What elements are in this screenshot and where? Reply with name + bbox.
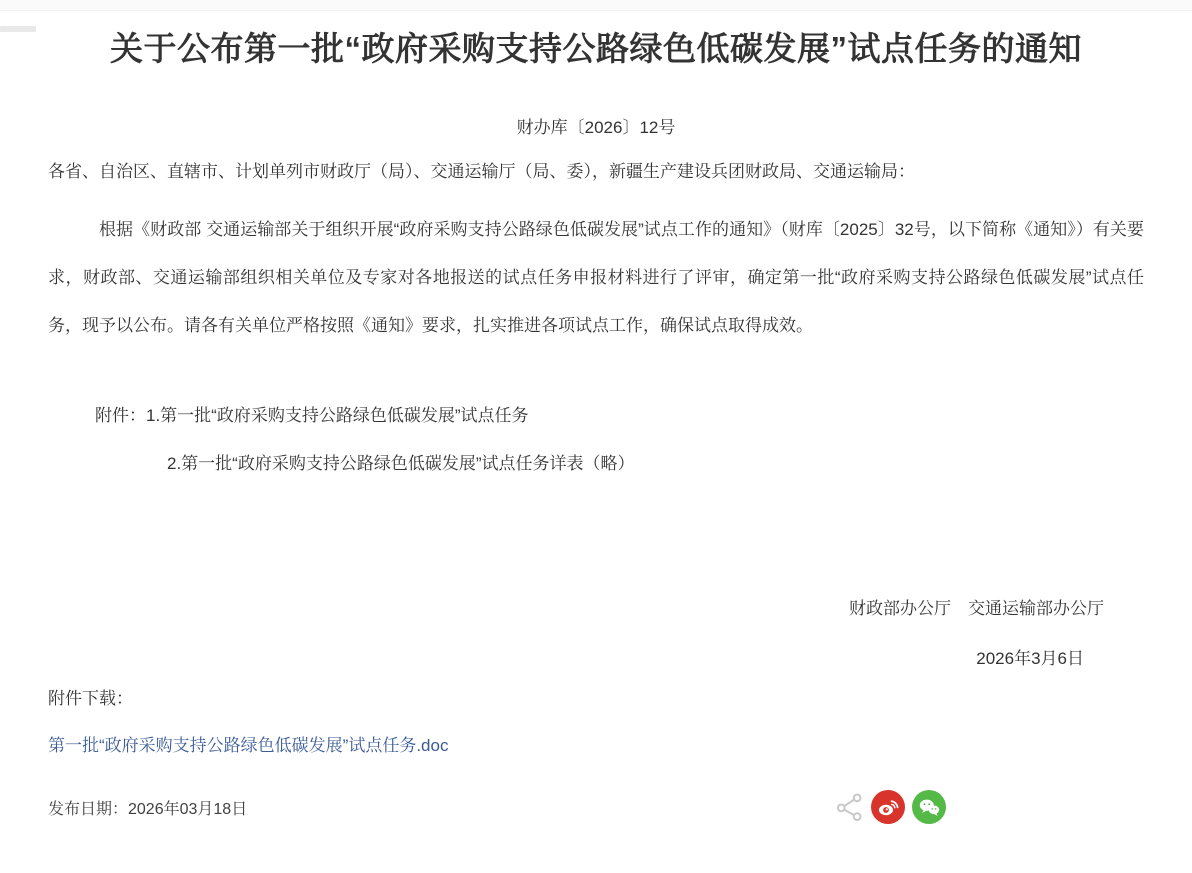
document-content — [0, 27, 1192, 825]
attachment-item-1 — [95, 392, 1144, 440]
share-button[interactable] — [834, 791, 864, 824]
attachment-1-text: 1.第一批“政府采购支持公路绿色低碳发展”试点任务 — [146, 406, 529, 425]
attachment-download-link[interactable]: 第一批“政府采购支持公路绿色低碳发展”试点任务.doc — [48, 736, 449, 755]
wechat-icon — [912, 790, 946, 824]
attachment-download-label: 附件下载： — [48, 689, 133, 708]
signature-line: 财政部办公厅 交通运输部办公厅 — [849, 599, 1104, 618]
top-edge-strip — [0, 0, 1192, 11]
weibo-icon — [871, 790, 905, 824]
signature-date: 2026年3月6日 — [976, 649, 1084, 668]
publish-date: 发布日期：2026年03月18日 — [48, 800, 248, 818]
weibo-share-button[interactable] — [871, 790, 905, 824]
page-title: 关于公布第一批“政府采购支持公路绿色低碳发展”试点任务的通知 — [110, 30, 1082, 67]
attachment-item-2: 2.第一批“政府采购支持公路绿色低碳发展”试点任务详表（略） — [167, 454, 635, 473]
share-buttons — [834, 790, 946, 824]
attachments-label: 附件： — [95, 406, 146, 425]
salutation-line: 各省、自治区、直辖市、计划单列市财政厅（局）、交通运输厅（局、委），新疆生产建设兵团财政局、交通运输局： — [48, 162, 915, 181]
document-number: 财办库〔2026〕12号 — [516, 118, 676, 137]
body-paragraph: 根据《财政部 交通运输部关于组织开展“政府采购支持公路绿色低碳发展”试点工作的通知》（财库〔2025〕32号，以下简称《通知》）有关要求，财政部、交通运输部组织相关单位及专家对各地报送的试点任务申报材料进行了评审，确定第一批“政府采购支持公路绿色低碳发展”试点任务，现予以公布。请各有关单位严格按照《通知》要求，扎实推进各项试点工作，确保试点取得成效。 — [48, 220, 1144, 335]
footer-row — [48, 789, 1144, 825]
wechat-share-button[interactable] — [912, 790, 946, 824]
share-nodes-icon — [834, 791, 864, 824]
attachments-block — [95, 392, 1144, 488]
